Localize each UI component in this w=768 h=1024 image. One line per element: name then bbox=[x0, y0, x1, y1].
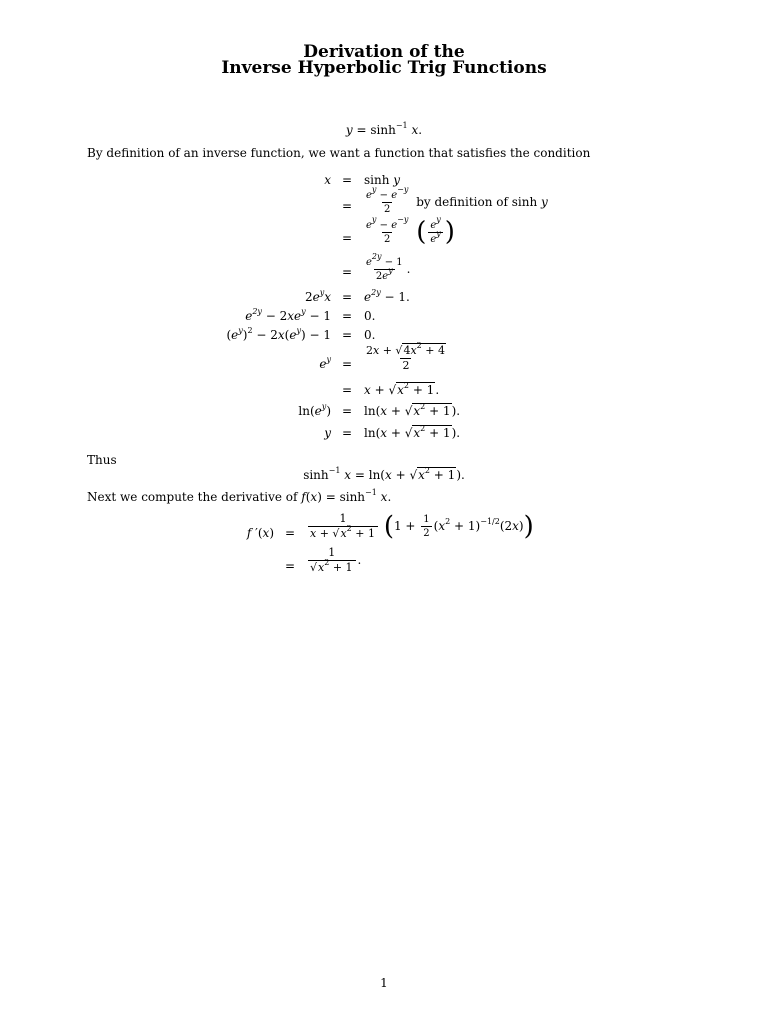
equals-sign: = bbox=[341, 199, 353, 213]
title-line-2: Inverse Hyperbolic Trig Functions bbox=[221, 58, 547, 78]
row-lhs: x bbox=[324, 173, 331, 187]
row-rhs: $\frac{e^y - e^{-y}}{2}$ ( $\frac{e^y}{e^y}$ ) bbox=[366, 214, 455, 247]
result-equation: $\sinh^{-1} x = \ln(x + √x^2 + 1)$. bbox=[303, 466, 465, 482]
page-number: 1 bbox=[380, 976, 388, 990]
row-rhs: $\frac{e^y - e^{-y}}{2}$ by definition of sinh y bbox=[366, 185, 548, 215]
document-page: Derivation of the Inverse Hyperbolic Trig Functions $y = \sinh^{-1} x$. By definition of an inverse function, we want a function that satisfies the condition x = sinh y = $\frac{e^y - e^{-y}}{2}$ by definition of sinh y = $\frac{e^y - e^{-y}}{2}$ ( $\frac{e^y}{e^y}$ ) = $\frac{e^{2y} - 1}{2e^y}$ . $2e^yx$ = $e^{2y} - 1$. $e^{2y} - 2xe^y - 1$ = 0. $(e^y)^2 - 2x(e^y) - 1$ = 0. $e^y$ = $\frac{2x + √4x^2 + 4}{2}$ = $x + √x^2 + 1$. $\ln(e^y)$ = $\ln(x + √x^2 + 1)$. y = $\ln(x + √x^2 + 1)$. Thus $\sinh^{-1} x = \ln(x + √x^2 + 1)$. Next we compute the derivative of $f(x) = \sinh^{-1} x$. f ′(x) = $\frac{1}{x + √x^2 + 1}$ (1 + $\frac{1}{2}$ $(x^2 + 1)^{-1/2}(2x)$) = $\frac{1}{√x^2 + 1}$ . 1 bbox=[0, 0, 768, 1024]
intro-equation: $y = \sinh^{-1} x$. bbox=[345, 121, 423, 137]
annotation-by-definition: by definition of sinh bbox=[416, 195, 538, 209]
equals-sign: = bbox=[341, 231, 353, 245]
equals-sign: = bbox=[341, 173, 353, 187]
paragraph-definition: By definition of an inverse function, we want a function that satisfies the condition bbox=[87, 146, 591, 160]
paragraph-next: Next we compute the derivative of $f(x) = \sinh^{-1} x$. bbox=[87, 488, 392, 504]
row-rhs: $\frac{e^{2y} - 1}{2e^y}$ . bbox=[366, 252, 411, 282]
fraction: $\frac{e^y - e^{-y}}{2}$ bbox=[366, 185, 409, 215]
equals-sign: = bbox=[341, 265, 353, 279]
thus-label: Thus bbox=[87, 453, 117, 467]
row-rhs: sinh y bbox=[364, 173, 401, 187]
title-line-1: Derivation of the bbox=[303, 42, 465, 62]
